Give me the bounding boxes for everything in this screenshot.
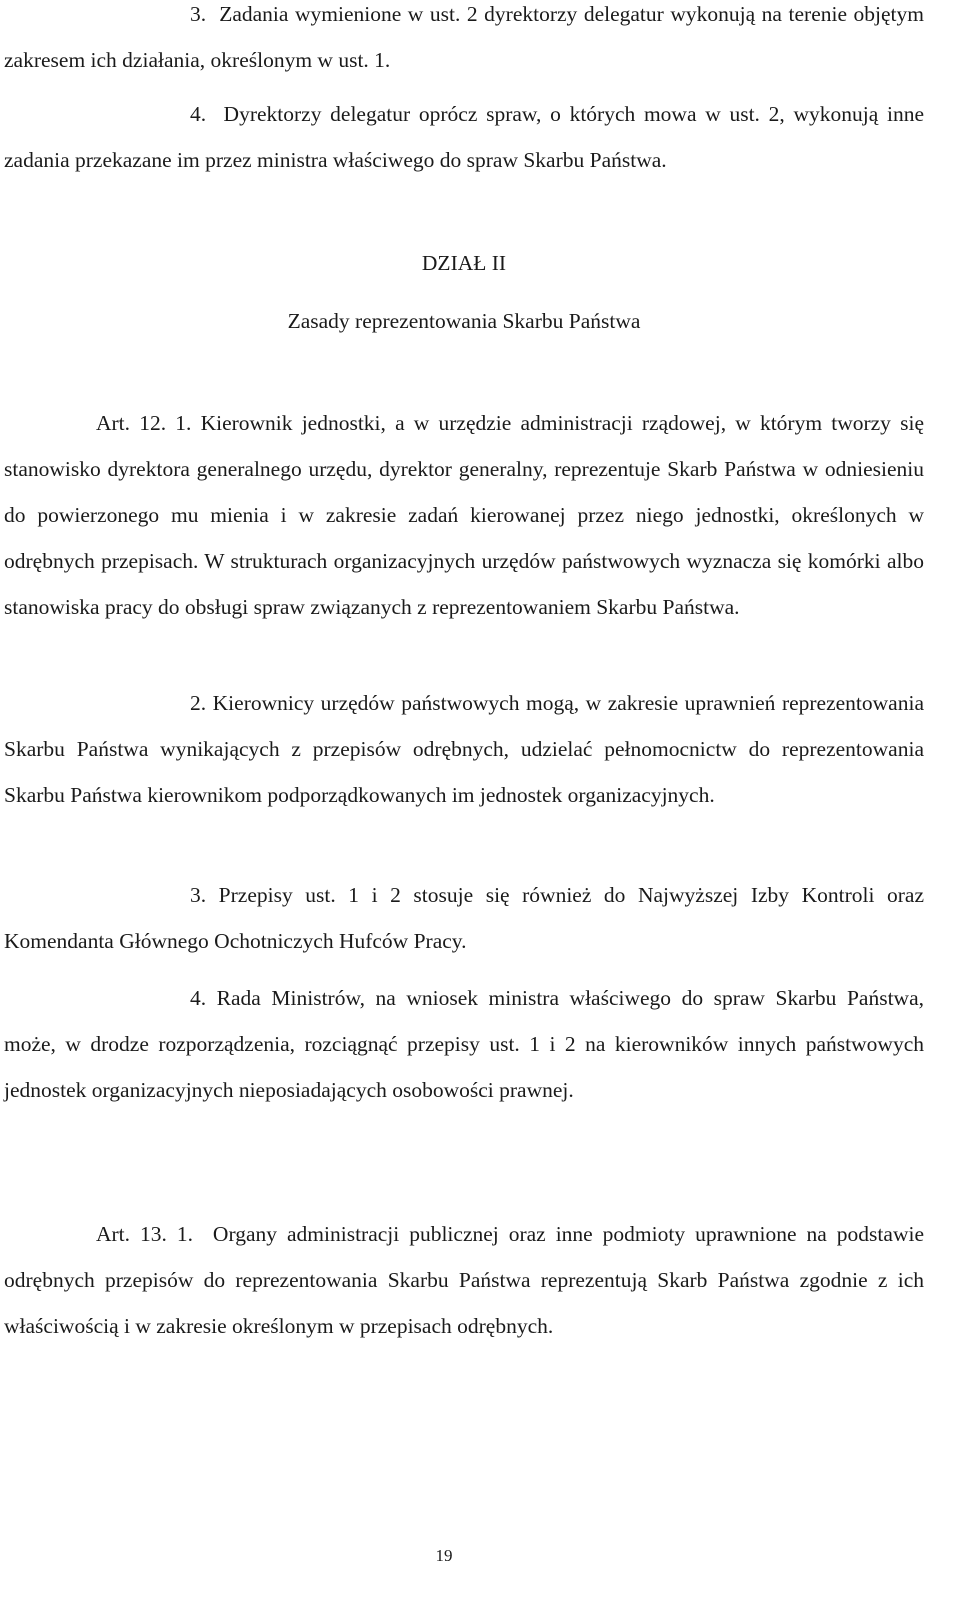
article-13-paragraph-1: Art. 13. 1. Organy administracji publicznej oraz inne podmioty uprawnione na podstawie odrębnych przepisów do reprezentowania Skarbu Państwa reprezentują Skarb Państwa zgodnie z ich właściwością i w zakresie określonym w przepisach odrębnych. [4,1222,924,1338]
article-12-paragraph-2: 2. Kierownicy urzędów państwowych mogą, w zakresie uprawnień reprezentowania Skarbu Państwa wynikających z przepisów odrębnych, udzielać pełnomocnictw do reprezentowania Skarbu Państwa kierownikom podporządkowanych im jednostek organizacyjnych. [4,691,924,807]
article-12-paragraph-4: 4. Rada Ministrów, na wniosek ministra właściwego do spraw Skarbu Państwa, może, w drodze rozporządzenia, rozciągnąć przepisy ust. 1 i 2 na kierowników innych państwowych jednostek organizacyjnych nieposiadających osobowości prawnej. [4,986,924,1102]
paragraph-4: 4. Dyrektorzy delegatur oprócz spraw, o których mowa w ust. 2, wykonują inne zadania przekazane im przez ministra właściwego do spraw Skarbu Państwa. [4,102,924,172]
section-heading: DZIAŁ II [421,251,507,275]
page-number: 19 [435,1546,453,1565]
document-page [4,0,924,1623]
paragraph-3: 3. Zadania wymienione w ust. 2 dyrektorzy delegatur wykonują na terenie objętym zakresem ich działania, określonym w ust. 1. [4,2,924,72]
article-12-paragraph-3: 3. Przepisy ust. 1 i 2 stosuje się również do Najwyższej Izby Kontroli oraz Komendanta Głównego Ochotniczych Hufców Pracy. [4,883,924,953]
article-12-paragraph-1: Art. 12. 1. Kierownik jednostki, a w urzędzie administracji rządowej, w którym tworzy się stanowisko dyrektora generalnego urzędu, dyrektor generalny, reprezentuje Skarb Państwa w odniesieniu do powierzonego mu mienia i w zakresie zadań kierowanej przez niego jednostki, określonych w odrębnych przepisach. W strukturach organizacyjnych urzędów państwowych wyznacza się komórki albo stanowiska pracy do obsługi spraw związanych z reprezentowaniem Skarbu Państwa. [4,411,924,619]
section-title: Zasady reprezentowania Skarbu Państwa [287,309,641,333]
